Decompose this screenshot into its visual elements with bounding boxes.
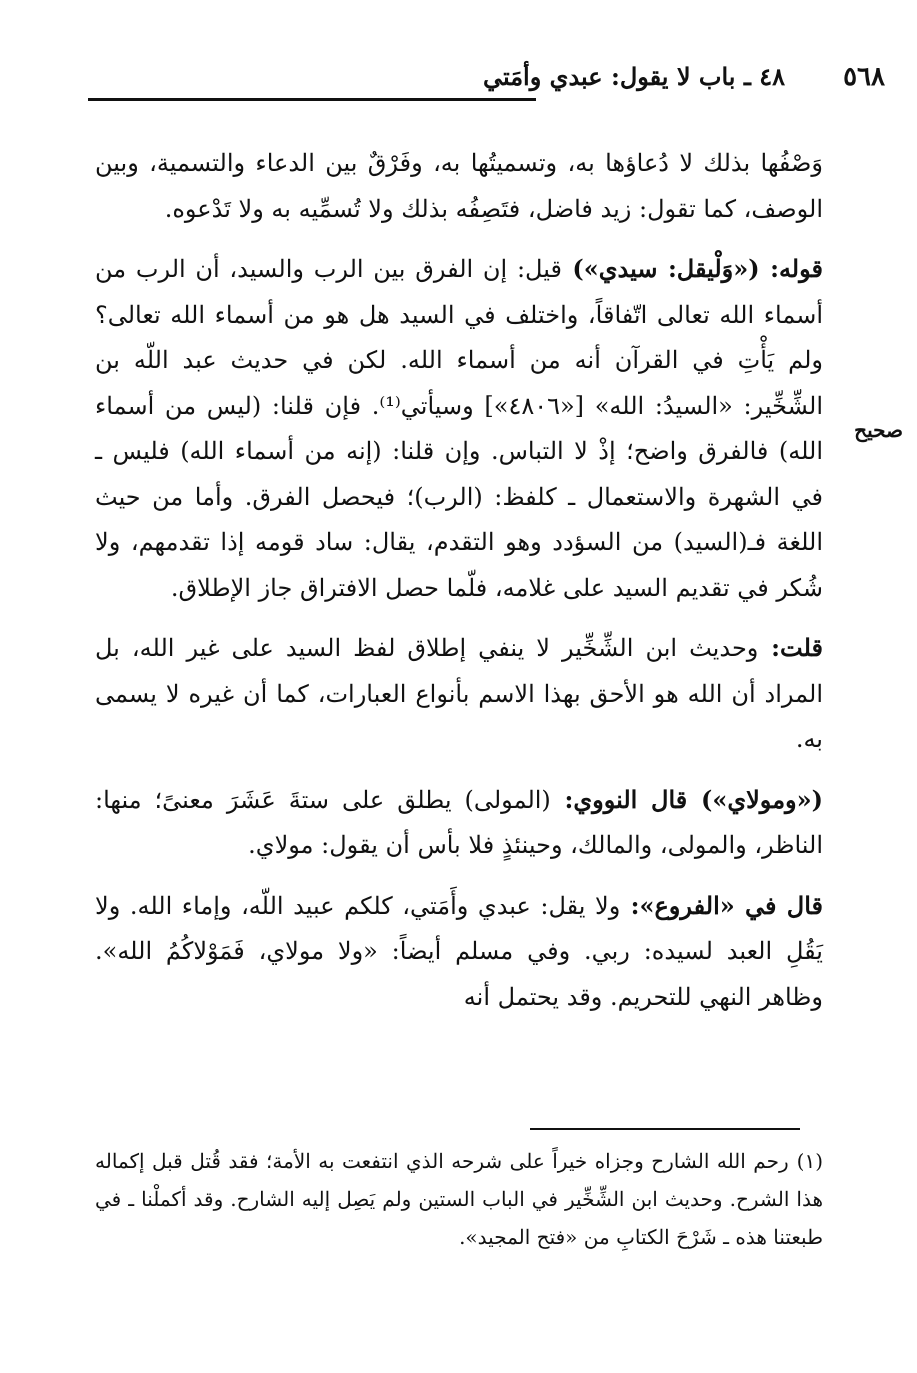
footnote [95,1142,823,1256]
paragraph-lead: قوله: («وَلْيقل: سيدي») [561,254,823,283]
paragraph-lead: («ومولاي») قال النووي: [550,784,823,814]
paragraph-text: وحديث ابن الشِّخِّير لا ينفي إطلاق لفظ السيد على غير الله، بل المراد أن الله هو الأحق بهذا الاسم بأنواع العبارات، كما أن غيره لا يسمى به. [95,634,823,753]
paragraph-text: (المولى) يطلق على ستةَ عَشَرَ معنىً؛ منها: الناظر، والمولى، والمالك، وحينئذٍ فلا بأس أن يقول: مولاي. [95,785,823,859]
paragraph [95,625,823,763]
header-rule [88,98,536,101]
running-title: ٤٨ ـ باب لا يقول: عبدي وأمَتي [482,62,785,91]
paragraph-text: ولا يقل: عبدي وأَمَتي، كلكم عبيد اللّه، وإماء الله. ولا يَقُلِ العبد لسيده: ربي. وفي مسلم أيضاً: «ولا مولاي، فَمَوْلاكُمُ الله». وظاهر النهي للتحريم. وقد يحتمل أنه [95,891,823,1011]
footnote-rule [530,1128,800,1130]
paragraph [95,140,823,232]
page-number: ٥٦٨ [843,62,885,92]
paragraph-lead: قال في «الفروع»: [620,890,823,920]
paragraph [95,883,823,1021]
paragraph [95,777,823,869]
paragraph-lead: قلت: [758,633,823,662]
main-text [95,140,823,1034]
paragraph-text: قيل: إن الفرق بين الرب والسيد، أن الرب من أسماء الله تعالى اتّفاقاً، واختلف في السيد هل هو من أسماء الله تعالى؟ ولم يَأْتِ في القرآن أنه من أسماء الله. لكن في حديث عبد اللّه بن الشِّخِّير: «السيدُ: الله» [«٤٨٠٦»] وسيأتي⁽¹⁾. فإن قلنا: (ليس من أسماء الله) فالفرق واضح؛ إذْ لا التباس. وإن قلنا: (إنه من أسماء الله) فليس ـ في الشهرة والاستعمال ـ كلفظ: (الرب)؛ فيحصل الفرق. وأما من حيث اللغة فـ(السيد) من السؤدد وهو التقدم، يقال: ساد قومه إذا تقدمهم، ولا شُكر في تقديم السيد على غلامه، فلّما حصل الافتراق جاز الإطلاق. [95,255,823,602]
page-header [88,62,885,110]
margin-note: صحيح [854,418,903,442]
footnote-number: (١) [796,1149,823,1173]
footnote-text: رحم الله الشارح وجزاه خيراً على شرحه الذي انتفعت به الأمة؛ فقد قُتل قبل إكماله هذا الشرح. وحديث ابن الشِّخِّير في الباب الستين ولم يَصِل إليه الشارح. وقد أكملْنا ـ في طبعتنا هذه ـ شَرْحَ الكتابِ من «فتح المجيد». [95,1149,823,1249]
paragraph [95,246,823,611]
paragraph-text: وَصْفُها بذلك لا دُعاؤها به، وتسميتُها به، وفَرْقٌ بين الدعاء والتسمية، وبين الوصف، كما تقول: زيد فاضل، فتَصِفُه بذلك ولا تُسمِّيه به ولا تَدْعوه. [95,149,823,223]
